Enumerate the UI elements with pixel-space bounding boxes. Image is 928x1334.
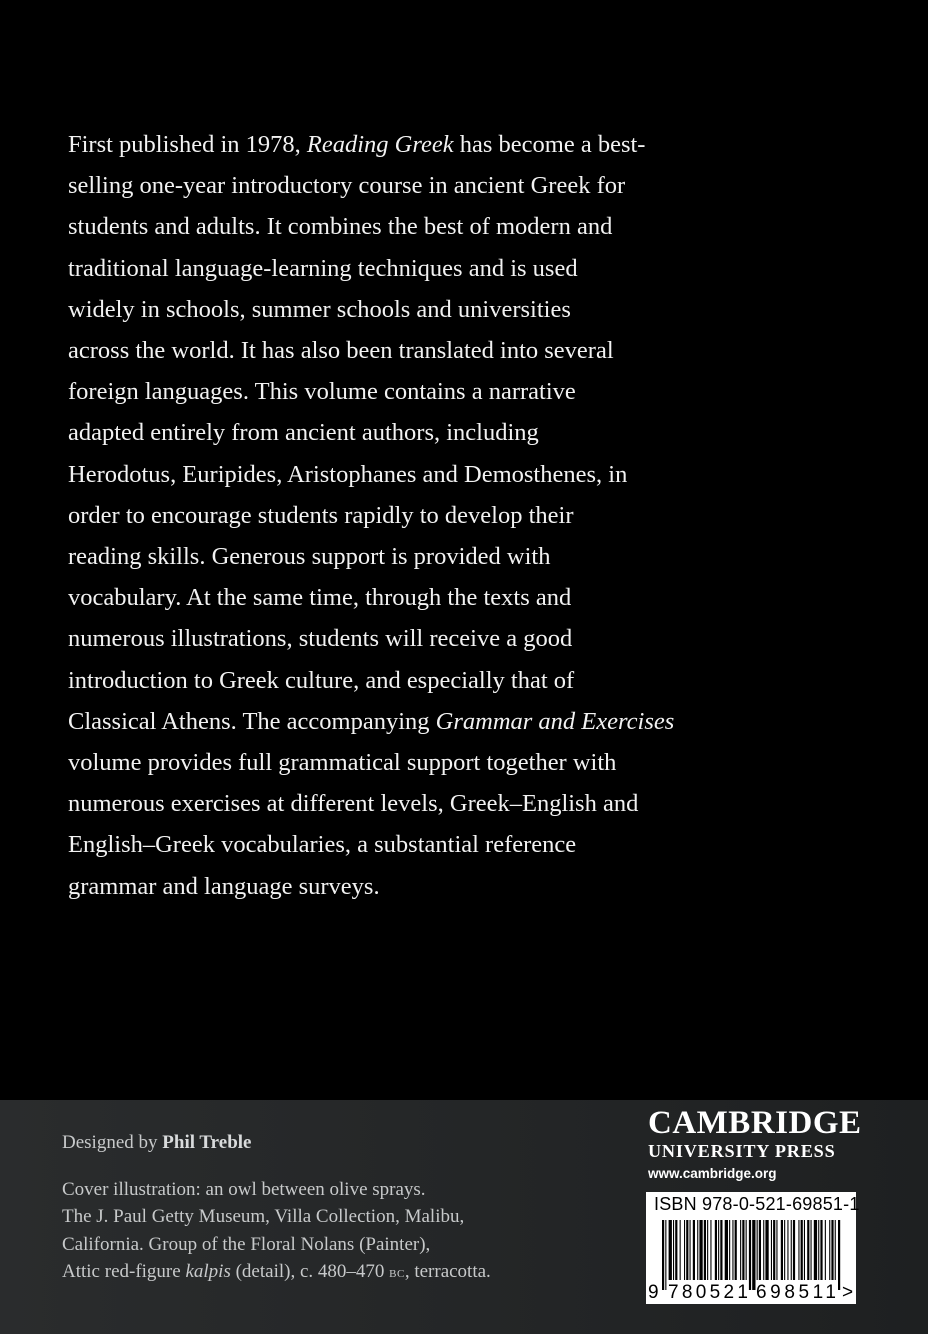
barcode-bar xyxy=(707,1220,708,1280)
cover-credit-text: (detail), c. 480–470 xyxy=(230,1261,390,1283)
barcode-bar xyxy=(831,1220,833,1280)
blurb-line: students and adults. It combines the best of modern and xyxy=(68,213,613,241)
barcode-bar xyxy=(811,1220,812,1280)
barcode-bar xyxy=(804,1220,805,1280)
barcode-digits-right: 698511 xyxy=(756,1282,836,1303)
barcode-bar xyxy=(742,1220,744,1280)
barcode-bar xyxy=(732,1220,733,1280)
barcode-bar xyxy=(773,1220,775,1280)
blurb-line: English–Greek vocabularies, a substantial reference xyxy=(68,831,577,859)
barcode-digits-left: 780521 xyxy=(668,1282,748,1303)
barcode-bar xyxy=(818,1220,819,1280)
barcode-bar xyxy=(784,1220,785,1280)
barcode-bar xyxy=(735,1220,737,1280)
isbn-label: ISBN 978-0-521-69851-1 xyxy=(654,1194,860,1214)
kalpis-italic: kalpis xyxy=(185,1261,231,1283)
era-small-caps: bc xyxy=(389,1264,405,1282)
barcode-bar xyxy=(787,1220,788,1280)
cover-credit-text: Attic red-figure xyxy=(62,1261,186,1283)
blurb-line: foreign languages. This volume contains a narrative xyxy=(68,378,576,406)
barcode-bar xyxy=(669,1220,672,1280)
blurb-text: Classical Athens. The accompanying xyxy=(68,707,436,735)
barcode-bar xyxy=(771,1220,772,1280)
blurb-line: selling one-year introductory course in ancient Greek for xyxy=(68,172,626,200)
blurb-line: widely in schools, summer schools and universities xyxy=(68,295,571,323)
barcode-bar xyxy=(807,1220,809,1280)
credits xyxy=(62,1132,491,1287)
barcode-bar xyxy=(725,1220,728,1280)
blurb-line: introduction to Greek culture, and especially that of xyxy=(68,666,575,694)
barcode-bar xyxy=(693,1220,695,1280)
back-cover-blurb xyxy=(68,124,728,907)
barcode-bar xyxy=(781,1220,783,1280)
blurb-line: reading skills. Generous support is provided with xyxy=(68,543,551,571)
barcode-bar xyxy=(825,1220,826,1280)
barcode-bar xyxy=(838,1220,840,1290)
barcode-bar xyxy=(697,1220,698,1280)
barcode-bar xyxy=(801,1220,803,1280)
barcode-bar xyxy=(746,1220,747,1280)
blurb-line: Herodotus, Euripides, Aristophanes and Demosthenes, in xyxy=(68,460,628,488)
barcode-bar xyxy=(680,1220,681,1280)
barcode-bar xyxy=(759,1220,761,1280)
barcode-bar xyxy=(798,1220,799,1280)
blurb-line: volume provides full grammatical support together with xyxy=(68,749,617,777)
barcode-bar xyxy=(704,1220,706,1280)
cover-credit-line: Cover illustration: an owl between olive sprays. xyxy=(62,1179,426,1200)
barcode-bar xyxy=(757,1220,758,1280)
blurb-line xyxy=(68,701,728,742)
blurb-line: traditional language-learning techniques and is used xyxy=(68,254,578,282)
barcode-first-digit: 9 xyxy=(648,1282,659,1303)
designer-credit xyxy=(62,1132,491,1154)
barcode-bar xyxy=(820,1220,822,1280)
designer-name: Phil Treble xyxy=(162,1132,252,1153)
blurb-line: order to encourage students rapidly to develop their xyxy=(68,501,574,529)
cover-credit-text: , terracotta. xyxy=(404,1261,491,1283)
designed-by-label: Designed by xyxy=(62,1132,158,1153)
barcode-bar xyxy=(729,1220,730,1280)
barcode-bar xyxy=(720,1220,722,1280)
publisher-website: www.cambridge.org xyxy=(648,1166,777,1181)
barcode-bar xyxy=(665,1220,666,1290)
blurb-line: grammar and language surveys. xyxy=(68,872,380,900)
barcode-bar xyxy=(690,1220,691,1280)
barcode-bar xyxy=(675,1220,677,1280)
barcode-bar xyxy=(718,1220,719,1280)
cover-credit-line: California. Group of the Floral Nolans (Painter), xyxy=(62,1233,431,1255)
cover-credit-line xyxy=(62,1258,491,1286)
barcode-bar xyxy=(776,1220,777,1280)
barcode-bar xyxy=(749,1220,751,1290)
barcode-bar xyxy=(662,1220,664,1290)
barcode xyxy=(646,1218,856,1304)
companion-title-italic: Grammar and Exercises xyxy=(435,707,675,735)
blurb-line: numerous illustrations, students will receive a good xyxy=(68,625,573,653)
cover-credit-line: The J. Paul Getty Museum, Villa Collection, Malibu, xyxy=(62,1206,465,1228)
isbn-barcode-box xyxy=(646,1192,860,1304)
barcode-bar xyxy=(835,1220,836,1280)
blurb-line xyxy=(68,124,728,165)
barcode-bar xyxy=(763,1220,764,1280)
barcode-bar xyxy=(710,1220,711,1280)
barcode-bar xyxy=(673,1220,674,1280)
blurb-text: has become a best- xyxy=(453,131,646,158)
blurb-line: numerous exercises at different levels, Greek–English and xyxy=(68,790,639,818)
barcode-bar xyxy=(791,1220,792,1280)
publisher-subtitle: UNIVERSITY PRESS xyxy=(648,1141,836,1161)
barcode-bar xyxy=(684,1220,685,1280)
barcode-quiet-zone-arrow: > xyxy=(842,1282,854,1303)
barcode-bar xyxy=(686,1220,688,1280)
barcode-bar xyxy=(752,1220,755,1290)
publisher-name: CAMBRIDGE xyxy=(648,1105,862,1141)
barcode-bar xyxy=(793,1220,795,1280)
barcode-bar xyxy=(814,1220,817,1280)
barcode-bar xyxy=(740,1220,741,1280)
barcode-bar xyxy=(829,1220,830,1280)
barcode-bars xyxy=(662,1220,840,1290)
publisher-logo xyxy=(648,1106,860,1181)
barcode-bar xyxy=(765,1220,768,1280)
blurb-line: across the world. It has also been translated into several xyxy=(68,337,614,365)
footer-band xyxy=(0,1100,928,1334)
barcode-bar xyxy=(699,1220,702,1280)
blurb-line: vocabulary. At the same time, through the texts and xyxy=(68,584,572,612)
barcode-bar xyxy=(715,1220,717,1280)
book-title-italic: Reading Greek xyxy=(306,131,454,158)
blurb-text: First published in 1978, xyxy=(68,131,307,158)
blurb-line: adapted entirely from ancient authors, including xyxy=(68,419,539,447)
